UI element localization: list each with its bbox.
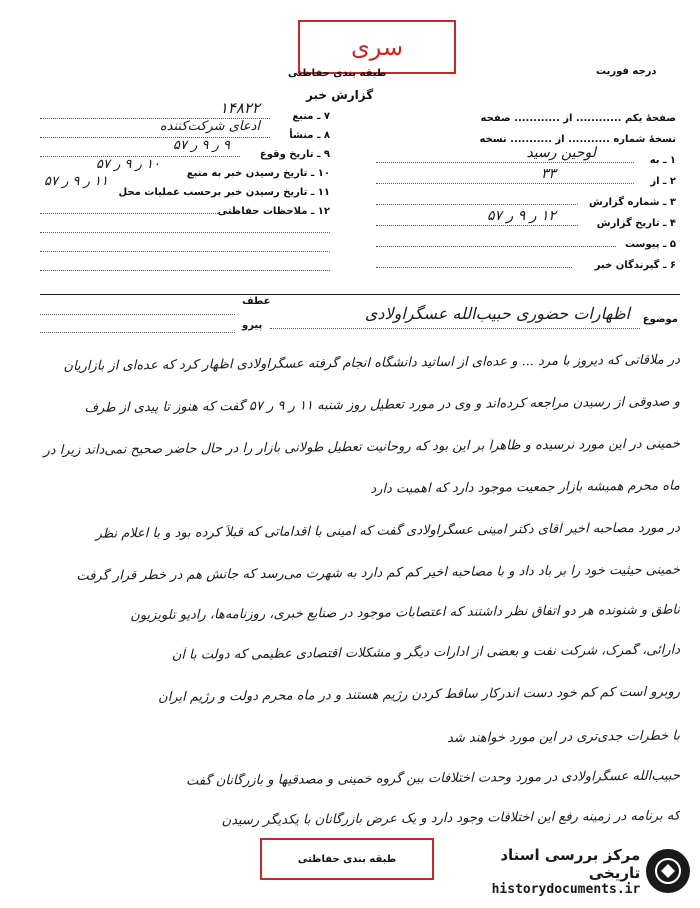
right-field-label: ۶ ـ گیرندگان خبر (594, 260, 676, 271)
right-field-label: ۲ ـ از (650, 176, 676, 187)
left-field-label: ۱۰ ـ تاریخ رسیدن خبر به منبع (186, 168, 330, 179)
right-field-value: ۳۳ (540, 166, 556, 182)
body-line: ناطق و شنونده هر دو اتفاق نظر داشتند که اعتصابات موجود در صنایع خبری، روزنامه‌ها، رادیو تلویزیون (130, 602, 681, 624)
left-field-row (40, 199, 330, 218)
classification-label: طبقه بندی حفاظتی (288, 68, 387, 79)
right-field-label: صفحهٔ یکم ............ از ............ صفحه (480, 113, 676, 124)
subject-label: موضوع (642, 314, 678, 325)
body-line: با خطرات جدی‌تری در این مورد خواهند شد (447, 728, 681, 746)
left-field-row (40, 256, 330, 275)
field-dotline (40, 232, 330, 233)
right-field-label: ۳ ـ شماره گزارش (589, 197, 676, 208)
body-line: خمینی حیثیت خود را بر باد داد و با مصاحبه اخیر کم کم دارد به شهرت می‌رسد که جانش هم در خطر قرار گرفت (76, 562, 681, 584)
report-title: گزارش خبر (306, 88, 374, 102)
right-field-row (376, 208, 676, 231)
body-line: که برنامه در زمینه رفع این اختلافات وجود دارد و یک عرض بازرگانان با یکدیگر رسیدن (221, 808, 681, 829)
watermark-name: مرکز بررسی اسناد تاریخی (500, 845, 641, 882)
right-field-row (376, 127, 676, 147)
classification-stamp (260, 838, 434, 880)
field-dotline (40, 137, 270, 138)
left-field-value: ۱۰ ر ۹ ر ۵۷ (95, 157, 160, 172)
left-field-value: ۹ ر ۹ ر ۵۷ (172, 138, 230, 153)
field-dotline (376, 246, 616, 247)
left-field-row (40, 237, 330, 256)
field-dotline (376, 162, 634, 163)
subject-value: اظهارات حضوری حبیب‌الله عسگراولادی (364, 304, 630, 323)
subject-dotline (270, 328, 640, 329)
right-field-value: لوحین رسید (526, 145, 596, 161)
left-field-label: ۸ ـ منشأ (289, 130, 330, 141)
left-field-row (40, 218, 330, 237)
right-field-label: نسخهٔ شماره ........... از ........... نسخه (479, 134, 676, 145)
right-field-value: ۱۲ ر ۹ ر ۵۷ (487, 208, 556, 224)
body-line: دارائی، گمرک، شرکت نفت و بعضی از ادارات دیگر و مشکلات اقتصادی عظیمی که دولت با آن (171, 642, 681, 663)
watermark-site: historydocuments.ir (491, 881, 641, 897)
field-dotline (376, 204, 578, 205)
left-field-label: ۹ ـ تاریخ وقوع (259, 149, 330, 160)
body-line: خمینی در این مورد نرسیده و ظاهراً بر این بود که روحانیت تعطیل طولانی بازار را در حال حاضر صحیح نمی‌داند زیرا در (43, 436, 681, 459)
header-divider (40, 294, 680, 295)
right-field-row (376, 145, 676, 168)
field-dotline (376, 267, 572, 268)
right-field-row (376, 106, 676, 126)
classification-stamp-text: طبقه بندی حفاظتی (297, 853, 397, 865)
watermark-text (445, 846, 640, 897)
left-field-row (40, 174, 330, 199)
reference-label: عطف (242, 296, 271, 307)
archive-watermark (445, 842, 690, 900)
field-dotline (40, 213, 220, 214)
follow-up-label: پیرو (242, 320, 263, 331)
body-line: حبیب‌الله عسگراولادی در مورد وحدت اختلافات بین گروه خمینی و مصدقیها و بازرگانان گفت (186, 768, 681, 789)
reference-dotline (40, 314, 235, 315)
field-dotline (40, 251, 330, 252)
right-field-label: ۵ ـ پیوست (624, 239, 676, 250)
right-field-row (376, 190, 676, 210)
body-line: در مورد مصاحبه اخیر آقای دکتر امینی عسگراولادی گفت که امینی با اقداماتی که قبلاً کرده بود و با اعلام نظر (95, 520, 681, 542)
body-line: روبرو است کم کم خود دست اندرکار ساقط کردن رژیم هستند و در ماه محرم دولت و رژیم ایران (158, 684, 681, 706)
left-field-value: ۱۱ ر ۹ ر ۵۷ (43, 174, 108, 189)
left-field-label: ۷ ـ منبع (292, 111, 330, 122)
body-line: ماه محرم همیشه بازار جمعیت موجود دارد که اهمیت دارد (370, 478, 681, 497)
right-field-label: ۴ ـ تاریخ گزارش (596, 218, 676, 229)
follow-up-dotline (40, 332, 235, 333)
urgency-label: درجه فوریت (596, 66, 657, 77)
right-field-label: ۱ ـ به (649, 155, 676, 166)
field-dotline (40, 270, 330, 271)
left-fields (40, 99, 330, 275)
field-dotline (376, 225, 578, 226)
archive-logo-icon (646, 849, 690, 893)
right-fields (376, 106, 676, 274)
secret-stamp-text: سری (350, 33, 404, 61)
body-line: و صدوقی از رسیدن مراجعه کرده‌اند و وی در مورد تعطیل روز شنبه ۱۱ ر ۹ ر ۵۷ گفت که هنوز تا پیدی از طرف (84, 394, 681, 416)
archive-logo-svg (653, 856, 683, 886)
right-field-row (376, 166, 676, 189)
left-field-row (40, 138, 330, 161)
left-field-label: ۱۱ ـ تاریخ رسیدن خبر برحسب عملیات محل (118, 187, 330, 198)
field-dotline (376, 183, 634, 184)
left-field-value: ادعای شرکت‌کننده (159, 119, 260, 134)
body-line: در ملاقاتی که دیروز با مرد ... و عده‌ای از اساتید دانشگاه انجام گرفته عسگراولادی اظهار کرد که عده‌ای از بازاریان (63, 352, 681, 375)
left-field-value: ۱۴۸۲۲ (219, 99, 260, 117)
right-field-row (376, 232, 676, 252)
secret-stamp (298, 20, 456, 74)
left-field-label: ۱۲ ـ ملاحظات حفاظتی (217, 206, 330, 217)
right-field-row (376, 253, 676, 273)
